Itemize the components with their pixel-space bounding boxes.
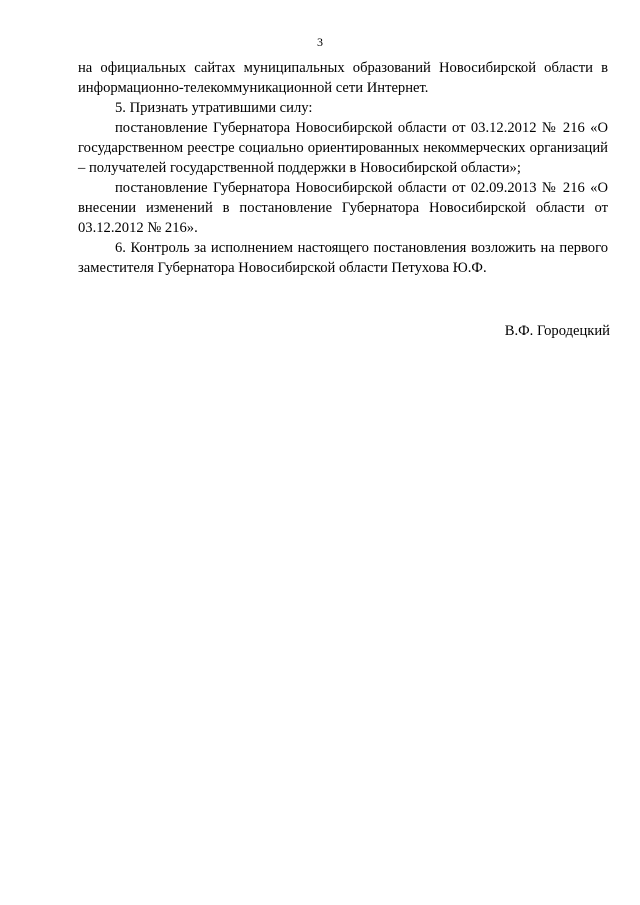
document-body [78,58,608,278]
paragraph-continuation: на официальных сайтах муниципальных образований Новосибирской области в информационно-телекоммуникационной сети Интернет. [78,60,608,96]
paragraph-repealed-decree-2: постановление Губернатора Новосибирской области от 02.09.2013 № 216 «О внесении изменений в постановление Губернатора Новосибирской области от 03.12.2012 № 216». [78,180,608,236]
page-number: 3 [317,35,323,49]
paragraph-item-6: 6. Контроль за исполнением настоящего постановления возложить на первого заместителя Губернатора Новосибирской области Петухова Ю.Ф. [78,240,608,276]
signature-name: В.Ф. Городецкий [504,323,610,339]
paragraph-repealed-decree-1: постановление Губернатора Новосибирской области от 03.12.2012 № 216 «О государственном реестре социально ориентированных некоммерческих организаций – получателей государственной поддержки в Новосибирской области»; [78,120,608,176]
paragraph-item-5: 5. Признать утратившими силу: [115,100,313,116]
